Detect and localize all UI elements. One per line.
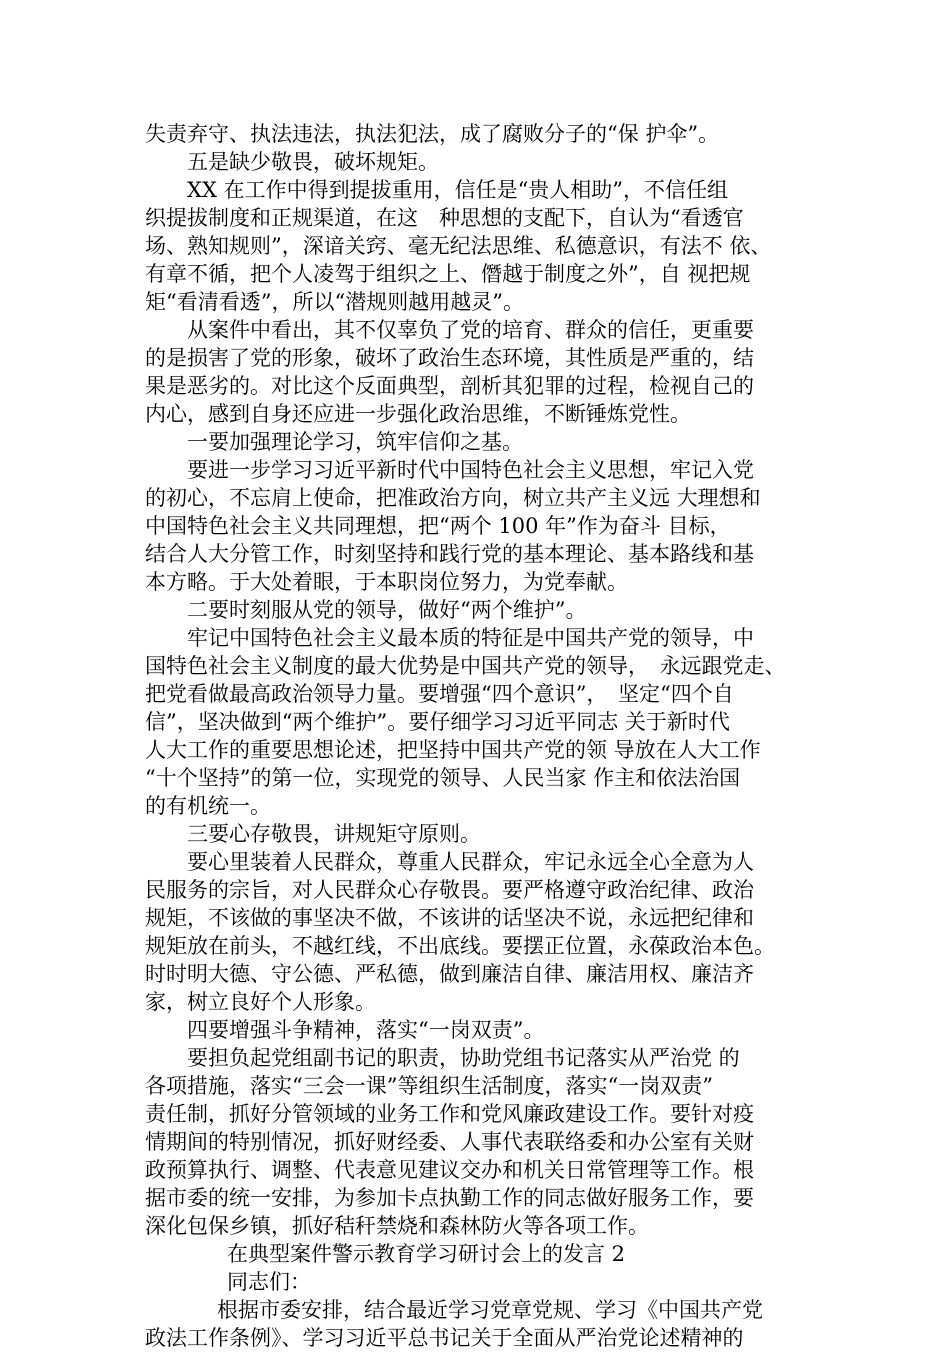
text-line: “十个坚持”的第一位，实现党的领导、人民当家 作主和依法治国 <box>145 766 741 790</box>
text-line: 中国特色社会主义共同理想，把“两个 100 年”作为奋斗 目标， <box>145 514 731 538</box>
text-line: 果是恶劣的。对比这个反面典型，剖析其犯罪的过程，检视自己的 <box>145 374 754 398</box>
text-line: 民服务的宗旨，对人民群众心存敬畏。要严格遵守政治纪律、政治 <box>145 878 754 902</box>
text-line: 人大工作的重要思想论述，把坚持中国共产党的领 导放在人大工作 <box>145 738 761 762</box>
text-line: 本方略。于大处着眼，于本职岗位努力，为党奉献。 <box>145 570 628 594</box>
text-line: 要进一步学习习近平新时代中国特色社会主义思想，牢记入党 <box>187 458 754 482</box>
text-line: 牢记中国特色社会主义最本质的特征是中国共产党的领导，中 <box>187 626 754 650</box>
text-line: 从案件中看出，其不仅辜负了党的培育、群众的信任，更重要 <box>187 318 754 342</box>
text-line: 规矩放在前头，不越红线，不出底线。要摆正位置，永葆政治本色。 <box>145 934 775 958</box>
text-line: 时时明大德、守公德、严私德，做到廉洁自律、廉洁用权、廉洁齐 <box>145 962 754 986</box>
text-line: 规矩，不该做的事坚决不做，不该讲的话坚决不说，永远把纪律和 <box>145 906 754 930</box>
text-line: 的初心，不忘肩上使命，把准政治方向，树立共产主义远 大理想和 <box>145 486 761 510</box>
text-line: 责任制，抓好分管领域的业务工作和党风廉政建设工作。要针对疫 <box>145 1102 754 1126</box>
text-line: 根据市委安排，结合最近学习党章党规、学习《中国共产党 <box>217 1298 763 1322</box>
text-line: XX 在工作中得到提拔重用，信任是“贵人相助”，不信任组 <box>187 178 729 202</box>
text-line: 各项措施，落实“三会一课”等组织生活制度，落实“一岗双责” <box>145 1074 713 1098</box>
text-line: 织提拔制度和正规渠道，在这 种思想的支配下，自认为“看透官 <box>145 206 744 230</box>
text-line: 结合人大分管工作，时刻坚持和践行党的基本理论、基本路线和基 <box>145 542 754 566</box>
text-line: 五是缺少敬畏，破坏规矩。 <box>187 150 439 174</box>
text-line: 二要时刻服从党的领导，做好“两个维护”。 <box>187 598 587 622</box>
text-line: 的有机统一。 <box>145 794 271 818</box>
text-line: 国特色社会主义制度的最大优势是中国共产党的领导， 永远跟党走、 <box>145 654 786 678</box>
text-line: 有章不循，把个人凌驾于组织之上、僭越于制度之外”，自 视把规 <box>145 262 751 286</box>
text-line: 信”，坚决做到“两个维护”。要仔细学习习近平同志 关于新时代 <box>145 710 730 734</box>
text-line: 内心，感到自身还应进一步强化政治思维，不断锤炼党性。 <box>145 402 691 426</box>
text-line: 四要增强斗争精神，落实“一岗双责”。 <box>187 1018 545 1042</box>
text-line: 失责弃守、执法违法，执法犯法，成了腐败分子的“保 护伞”。 <box>145 122 720 146</box>
text-line: 场、熟知规则”，深谙关窍、毫无纪法思维、私德意识，有法不 依、 <box>145 234 772 258</box>
text-line: 家，树立良好个人形象。 <box>145 990 376 1014</box>
text-line: 在典型案件警示教育学习研讨会上的发言 2 <box>227 1242 626 1266</box>
document-body <box>145 120 825 1352</box>
text-line: 政法工作条例》、学习习近平总书记关于全面从严治党论述精神的 <box>145 1326 744 1350</box>
text-line: 一要加强理论学习，筑牢信仰之基。 <box>187 430 523 454</box>
text-line: 深化包保乡镇，抓好秸秆禁烧和森林防火等各项工作。 <box>145 1214 649 1238</box>
text-line: 政预算执行、调整、代表意见建议交办和机关日常管理等工作。根 <box>145 1158 754 1182</box>
text-line: 情期间的特别情况，抓好财经委、人事代表联络委和办公室有关财 <box>145 1130 754 1154</box>
text-line: 把党看做最高政治领导力量。要增强“四个意识”， 坚定“四个自 <box>145 682 734 706</box>
text-line: 同志们： <box>227 1270 311 1294</box>
text-line: 矩“看清看透”，所以“潜规则越用越灵”。 <box>145 290 524 314</box>
text-line: 要心里装着人民群众，尊重人民群众，牢记永远全心全意为人 <box>187 850 754 874</box>
text-line: 的是损害了党的形象，破坏了政治生态环境，其性质是严重的，结 <box>145 346 754 370</box>
text-line: 三要心存敬畏，讲规矩守原则。 <box>187 822 481 846</box>
text-line: 要担负起党组副书记的职责，协助党组书记落实从严治党 的 <box>187 1046 740 1070</box>
text-line: 据市委的统一安排，为参加卡点执勤工作的同志做好服务工作，要 <box>145 1186 754 1210</box>
